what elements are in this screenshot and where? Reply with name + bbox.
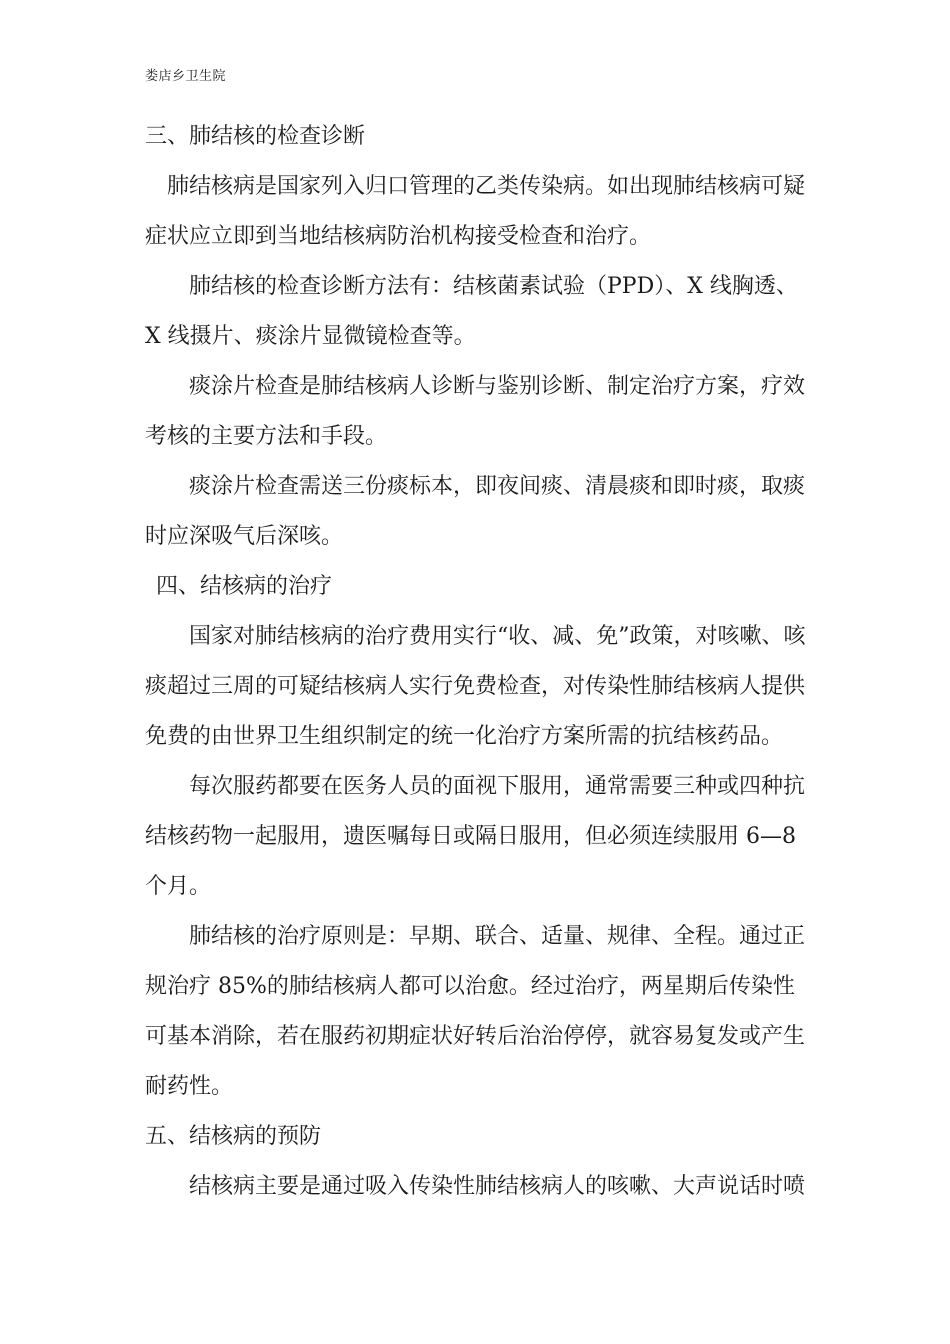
section-heading: 三、肺结核的检查诊断 <box>145 124 366 149</box>
section-heading: 四、结核病的治疗 <box>156 574 333 599</box>
paragraph: 肺结核病是国家列入归口管理的乙类传染病。如出现肺结核病可疑症状应立即到当地结核病防治机构接受检查和治疗。 <box>145 174 806 249</box>
paragraph: 痰涂片检查需送三份痰标本，即夜间痰、清晨痰和即时痰，取痰时应深吸气后深咳。 <box>145 474 806 549</box>
paragraph: 痰涂片检查是肺结核病人诊断与鉴别诊断、制定治疗方案，疗效考核的主要方法和手段。 <box>145 374 806 449</box>
document-body <box>145 112 810 1212</box>
paragraph: 每次服药都要在医务人员的面视下服用，通常需要三种或四种抗结核药物一起服用，遗医嘱每日或隔日服用，但必须连续服用 6—8 个月。 <box>145 774 806 899</box>
section-heading: 五、结核病的预防 <box>145 1124 322 1149</box>
paragraph: 结核病主要是通过吸入传染性肺结核病人的咳嗽、大声说话时喷 <box>189 1174 806 1199</box>
paragraph: 国家对肺结核病的治疗费用实行“收、减、免”政策，对咳嗽、咳痰超过三周的可疑结核病人实行免费检查，对传染性肺结核病人提供免费的由世界卫生组织制定的统一化治疗方案所需的抗结核药品。 <box>145 624 806 749</box>
page-header: 娄店乡卫生院 <box>145 69 227 84</box>
paragraph: 肺结核的检查诊断方法有：结核菌素试验（PPD）、X 线胸透、X 线摄片、痰涂片显微镜检查等。 <box>145 274 798 349</box>
paragraph: 肺结核的治疗原则是：早期、联合、适量、规律、全程。通过正规治疗 85%的肺结核病人都可以治愈。经过治疗，两星期后传染性可基本消除，若在服药初期症状好转后治治停停，就容易复发或产生耐药性。 <box>145 924 806 1099</box>
